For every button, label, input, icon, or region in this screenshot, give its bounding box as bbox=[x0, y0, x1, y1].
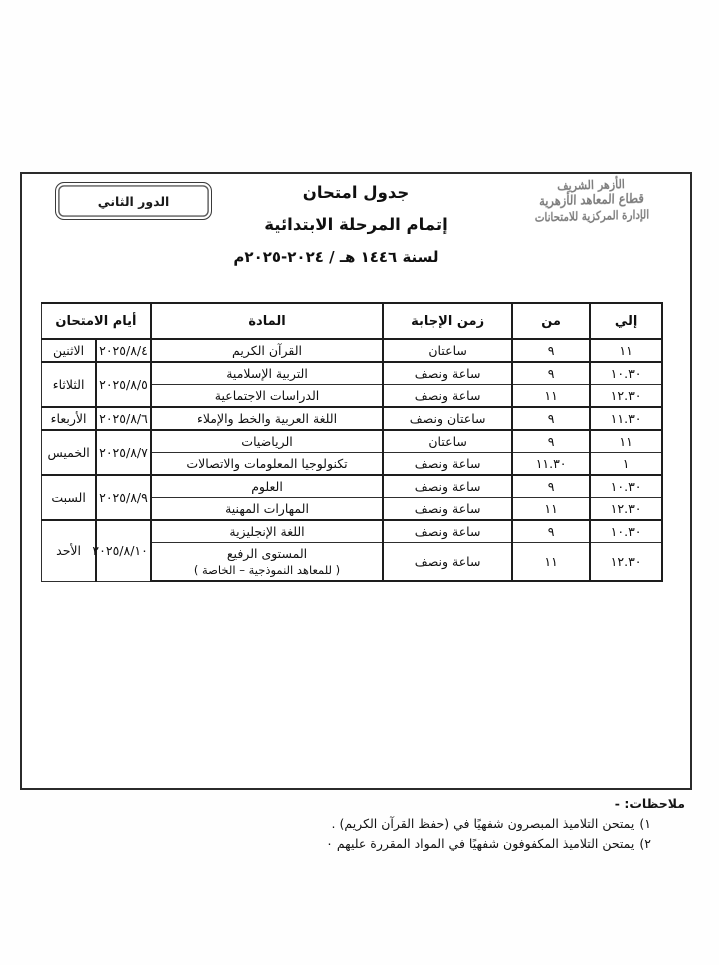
document-header bbox=[20, 172, 692, 298]
table-row bbox=[42, 475, 663, 498]
cell-time-to: ١١ bbox=[590, 339, 662, 362]
logo-line-department: الإدارة المركزية للامتحانات bbox=[534, 207, 650, 225]
cell-time-to: ١٢.٣٠ bbox=[590, 385, 662, 408]
cell-subject bbox=[151, 362, 383, 385]
table-row bbox=[42, 339, 663, 362]
column-header-to: إلي bbox=[590, 303, 662, 339]
cell-duration: ساعة ونصف bbox=[383, 498, 512, 521]
table-body bbox=[42, 339, 663, 581]
cell-exam-date: ٢٠٢٥/٨/١٠ bbox=[96, 520, 151, 581]
table-row bbox=[42, 362, 663, 385]
cell-exam-day: الأربعاء bbox=[42, 407, 97, 430]
subject-name: المستوى الرفيع bbox=[226, 546, 308, 561]
column-header-subject: المادة bbox=[151, 303, 383, 339]
logo-line-authority: الأزهر الشريف bbox=[556, 177, 626, 193]
cell-exam-date: ٢٠٢٥/٨/٩ bbox=[96, 475, 151, 520]
cell-exam-day: الخميس bbox=[42, 430, 97, 475]
cell-subject bbox=[151, 385, 383, 408]
subject-name: العلوم bbox=[251, 479, 283, 494]
note-marker: ١) bbox=[639, 816, 651, 831]
exam-schedule-table bbox=[41, 302, 663, 582]
cell-duration: ساعتان bbox=[383, 339, 512, 362]
cell-time-from: ١١ bbox=[512, 543, 590, 582]
cell-subject bbox=[151, 543, 383, 582]
cell-exam-date: ٢٠٢٥/٨/٧ bbox=[96, 430, 151, 475]
cell-time-from: ٩ bbox=[512, 407, 590, 430]
subject-name: التربية الإسلامية bbox=[226, 366, 308, 381]
cell-duration: ساعة ونصف bbox=[383, 362, 512, 385]
cell-subject bbox=[151, 430, 383, 453]
subject-name: تكنولوجيا المعلومات والاتصالات bbox=[186, 456, 348, 471]
cell-exam-date: ٢٠٢٥/٨/٤ bbox=[96, 339, 151, 362]
cell-time-from: ٩ bbox=[512, 362, 590, 385]
cell-subject bbox=[151, 407, 383, 430]
column-header-exam-days: أيام الامتحان bbox=[42, 303, 151, 339]
cell-time-to: ١٢.٣٠ bbox=[590, 543, 662, 582]
cell-time-to: ١١ bbox=[590, 430, 662, 453]
notes-list bbox=[125, 814, 685, 855]
cell-duration: ساعتان bbox=[383, 430, 512, 453]
column-header-from: من bbox=[512, 303, 590, 339]
cell-exam-day: السبت bbox=[42, 475, 97, 520]
cell-time-from: ٩ bbox=[512, 475, 590, 498]
cell-duration: ساعة ونصف bbox=[383, 543, 512, 582]
cell-time-to: ١ bbox=[590, 453, 662, 476]
cell-time-from: ١١.٣٠ bbox=[512, 453, 590, 476]
cell-exam-day: الاثنين bbox=[42, 339, 97, 362]
cell-subject bbox=[151, 453, 383, 476]
cell-duration: ساعة ونصف bbox=[383, 453, 512, 476]
notes-block bbox=[125, 796, 685, 855]
cell-duration: ساعة ونصف bbox=[383, 475, 512, 498]
note-item bbox=[125, 834, 685, 854]
cell-time-from: ١١ bbox=[512, 498, 590, 521]
cell-time-from: ١١ bbox=[512, 385, 590, 408]
cell-time-to: ١٠.٣٠ bbox=[590, 362, 662, 385]
cell-time-from: ٩ bbox=[512, 339, 590, 362]
cell-subject bbox=[151, 339, 383, 362]
cell-exam-date: ٢٠٢٥/٨/٦ bbox=[96, 407, 151, 430]
cell-duration: ساعة ونصف bbox=[383, 385, 512, 408]
subject-name: اللغة الإنجليزية bbox=[229, 524, 305, 539]
logo-line-sector: قطاع المعاهد الأزهرية bbox=[538, 191, 645, 210]
exam-round-label: الدور الثاني bbox=[97, 193, 170, 209]
cell-time-to: ١٢.٣٠ bbox=[590, 498, 662, 521]
cell-subject bbox=[151, 498, 383, 521]
note-marker: ٢) bbox=[639, 836, 651, 852]
cell-duration: ساعتان ونصف bbox=[383, 407, 512, 430]
subject-name: القرآن الكريم bbox=[232, 343, 303, 358]
note-text: يمتحن التلاميذ المبصرون شفهيًا في (حفظ القرآن الكريم) . bbox=[331, 816, 635, 831]
note-item bbox=[125, 814, 685, 834]
subject-qualifier: ( للمعاهد النموذجية – الخاصة ) bbox=[193, 563, 341, 577]
table-header bbox=[42, 303, 663, 339]
subject-name: المهارات المهنية bbox=[225, 501, 309, 516]
cell-exam-date: ٢٠٢٥/٨/٥ bbox=[96, 362, 151, 407]
cell-time-from: ٩ bbox=[512, 430, 590, 453]
table-header-row bbox=[42, 303, 663, 339]
subject-name: الرياضيات bbox=[241, 434, 293, 449]
al-azhar-calligraphic-logo bbox=[498, 175, 684, 226]
table-row bbox=[42, 407, 663, 430]
cell-duration: ساعة ونصف bbox=[383, 520, 512, 543]
cell-subject bbox=[151, 475, 383, 498]
page-subtitle: إتمام المرحلة الابتدائية bbox=[264, 214, 448, 234]
cell-time-to: ١١.٣٠ bbox=[590, 407, 662, 430]
cell-time-to: ١٠.٣٠ bbox=[590, 475, 662, 498]
page-title: جدول امتحان bbox=[302, 183, 410, 202]
academic-year-line: لسنة ١٤٤٦ هـ / ٢٠٢٤-٢٠٢٥م bbox=[233, 248, 439, 267]
cell-exam-day: الثلاثاء bbox=[42, 362, 97, 407]
cell-subject bbox=[151, 520, 383, 543]
cell-exam-day: الأحد bbox=[42, 520, 97, 581]
notes-title: ملاحظات: - bbox=[614, 796, 685, 811]
cell-time-from: ٩ bbox=[512, 520, 590, 543]
subject-name: الدراسات الاجتماعية bbox=[214, 388, 320, 403]
subject-name: اللغة العربية والخط والإملاء bbox=[196, 411, 338, 426]
exam-round-badge bbox=[55, 182, 212, 220]
table-row bbox=[42, 520, 663, 543]
column-header-duration: زمن الإجابة bbox=[383, 303, 512, 339]
note-text: يمتحن التلاميذ المكفوفون شفهيًا في المواد المقررة عليهم ٠ bbox=[326, 836, 635, 852]
table-row bbox=[42, 430, 663, 453]
cell-time-to: ١٠.٣٠ bbox=[590, 520, 662, 543]
